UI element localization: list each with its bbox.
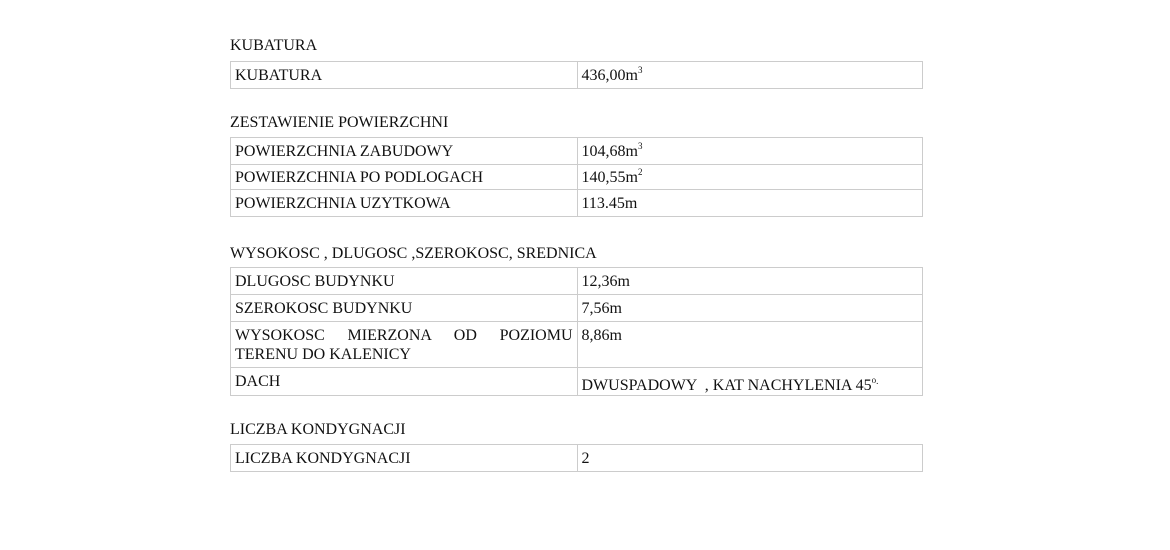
unit-superscript: 3 <box>637 65 643 75</box>
row-label-line-1: WYSOKOSC MIERZONA OD POZIOMU <box>235 327 573 344</box>
row-value: 8,86m <box>577 322 923 368</box>
row-label: DACH <box>231 368 578 396</box>
value-text: 140,55m <box>581 169 638 186</box>
row-label: DLUGOSC BUDYNKU <box>231 268 578 295</box>
table-row <box>231 62 923 89</box>
degree-superscript: o <box>871 375 877 385</box>
row-label-line-2: TERENU DO KALENICY <box>235 346 411 363</box>
section-title-zestawienie: ZESTAWIENIE POWIERZCHNI <box>230 114 449 131</box>
table-kondygnacje <box>230 444 923 472</box>
row-value <box>577 165 923 190</box>
row-value: 12,36m <box>577 268 923 295</box>
row-value <box>577 138 923 165</box>
row-label: POWIERZCHNIA UZYTKOWA <box>231 190 578 217</box>
unit-superscript: 3 <box>637 141 643 151</box>
table-zestawienie <box>230 137 923 217</box>
row-label: LICZBA KONDYGNACJI <box>231 445 578 472</box>
table-row <box>231 190 923 217</box>
value-suffix: . <box>876 376 879 386</box>
value-text: 436,00m <box>581 67 638 84</box>
table-row <box>231 268 923 295</box>
value-text: DWUSPADOWY , KAT NACHYLENIA 45 <box>581 377 872 394</box>
table-row <box>231 295 923 322</box>
row-value <box>577 62 923 89</box>
table-row <box>231 138 923 165</box>
section-title-wymiary: WYSOKOSC , DLUGOSC ,SZEROKOSC, SREDNICA <box>230 245 597 262</box>
section-title-kubatura: KUBATURA <box>230 37 318 54</box>
row-value <box>577 368 923 396</box>
row-value: 2 <box>577 445 923 472</box>
table-row <box>231 165 923 190</box>
row-label: SZEROKOSC BUDYNKU <box>231 295 578 322</box>
unit-superscript: 2 <box>637 167 643 177</box>
table-row <box>231 322 923 368</box>
value-text: 104,68m <box>581 143 638 160</box>
row-value: 7,56m <box>577 295 923 322</box>
table-kubatura <box>230 61 923 89</box>
section-title-kondygnacje: LICZBA KONDYGNACJI <box>230 421 406 438</box>
row-label: POWIERZCHNIA PO PODLOGACH <box>231 165 578 190</box>
table-row <box>231 368 923 396</box>
table-row <box>231 445 923 472</box>
row-label: POWIERZCHNIA ZABUDOWY <box>231 138 578 165</box>
row-label: KUBATURA <box>231 62 578 89</box>
row-value: 113.45m <box>577 190 923 217</box>
row-label <box>231 322 578 368</box>
table-wymiary <box>230 267 923 396</box>
